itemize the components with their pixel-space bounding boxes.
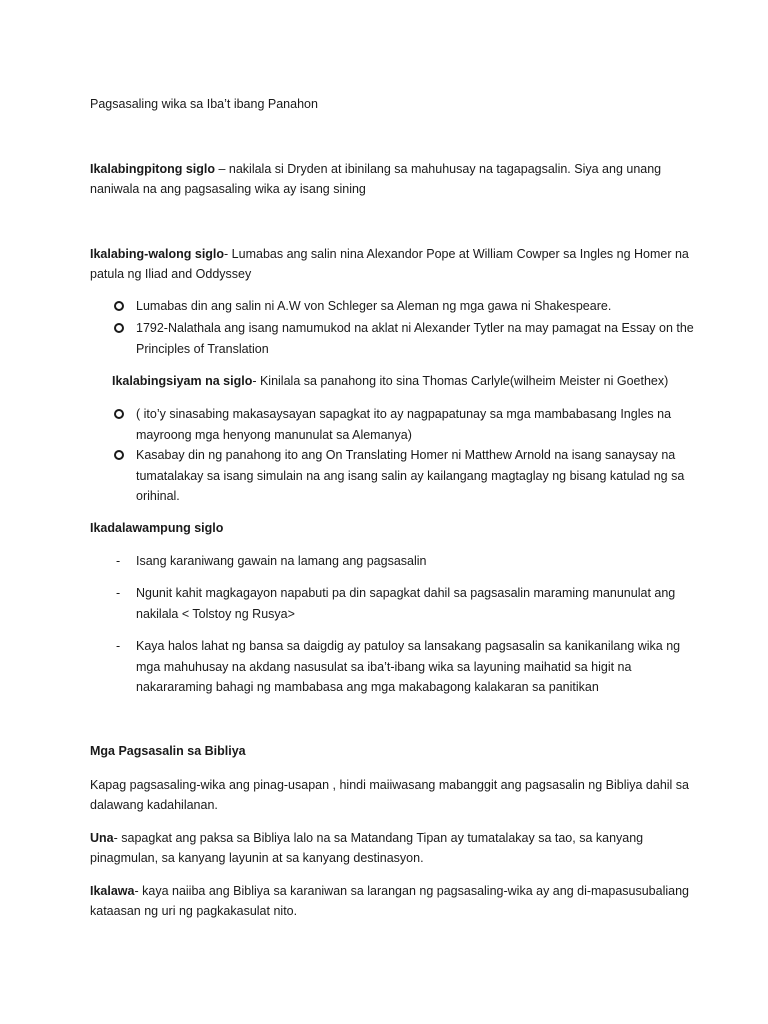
section-heading: Ikalabingpitong siglo bbox=[90, 162, 215, 176]
section-heading-20th-century: Ikadalawampung siglo bbox=[90, 521, 224, 535]
ikalawa-label: Ikalawa bbox=[90, 884, 135, 898]
ikalawa-text: - kaya naiiba ang Bibliya sa karaniwan sa larangan ng pagsasaling-wika ay ang di-mapasusubaliang kataasan ng uri ng pagkakasulat nito. bbox=[90, 884, 689, 918]
section-heading: Ikalabing-walong siglo bbox=[90, 247, 225, 261]
section-text: – nakilala si Dryden at ibinilang sa mahuhusay na tagapagsalin. Siya ang unang naniwala na ang pagsasaling wika ay isang sining bbox=[90, 162, 662, 196]
bullet-item: Kasabay din ng panahong ito ang On Translating Homer ni Matthew Arnold na isang sanaysay na tumatalakay sa isang simulain na ang isang salin ay kailangang magtaglay ng bisang katulad ng sa orihinal. bbox=[136, 445, 696, 507]
circle-bullet-icon bbox=[114, 450, 124, 460]
section-19th-century bbox=[112, 371, 712, 391]
circle-bullet-icon bbox=[114, 409, 124, 419]
bible-intro: Kapag pagsasaling-wika ang pinag-usapan , hindi maiiwasang mabanggit ang pagsasalin ng Bibliya dahil sa dalawang kadahilanan. bbox=[90, 778, 690, 812]
section-heading: Ikalabingsiyam na siglo bbox=[112, 374, 253, 388]
bible-ikalawa bbox=[90, 881, 690, 921]
circle-bullet-icon bbox=[114, 301, 124, 311]
section-text: - Kinilala sa panahong ito sina Thomas Carlyle(wilheim Meister ni Goethex) bbox=[252, 374, 669, 388]
section-17th-century bbox=[90, 159, 690, 199]
dash-bullet: - bbox=[116, 586, 121, 600]
dash-item: - Kaya halos lahat ng bansa sa daigdig ay patuloy sa lansakang pagsasalin sa kanikanilang wika ng mga mahuhusay na akdang nasusulat sa iba’t-ibang wika sa layuning maihatid sa higit na nakararaming bahagi ng mambabasa ang mga makabagong kalakaran sa panitikan bbox=[136, 636, 696, 698]
document-title: Pagsasaling wika sa Iba’t ibang Panahon bbox=[90, 97, 318, 111]
section-text: - Lumabas ang salin nina Alexandor Pope at William Cowper sa Ingles ng Homer na patula ng Iliad and Oddyssey bbox=[90, 247, 689, 281]
dash-item: - Isang karaniwang gawain na lamang ang pagsasalin bbox=[136, 551, 696, 572]
una-label: Una bbox=[90, 831, 114, 845]
circle-bullet-icon bbox=[114, 323, 124, 333]
bullet-item: 1792-Nalathala ang isang namumukod na aklat ni Alexander Tytler na may pamagat na Essay on the Principles of Translation bbox=[136, 318, 696, 359]
bullet-item: Lumabas din ang salin ni A.W von Schleger sa Aleman ng mga gawa ni Shakespeare. bbox=[136, 296, 696, 317]
section-18th-century bbox=[90, 244, 690, 284]
dash-bullet: - bbox=[116, 554, 121, 568]
section-heading-bible: Mga Pagsasalin sa Bibliya bbox=[90, 744, 246, 758]
dash-bullet: - bbox=[116, 639, 121, 653]
bible-una bbox=[90, 828, 690, 868]
dash-item: - Ngunit kahit magkagayon napabuti pa din sapagkat dahil sa pagsasalin maraming manunulat ang nakilala < Tolstoy ng Rusya> bbox=[136, 583, 696, 624]
una-text: - sapagkat ang paksa sa Bibliya lalo na sa Matandang Tipan ay tumatalakay sa tao, sa kanyang pinagmulan, sa kanyang layunin at sa kanyang destinasyon. bbox=[90, 831, 644, 865]
bullet-item: ( ito’y sinasabing makasaysayan sapagkat ito ay nagpapatunay sa mga mambabasang Ingles na mayroong mga henyong manunulat sa Alemanya) bbox=[136, 404, 696, 445]
